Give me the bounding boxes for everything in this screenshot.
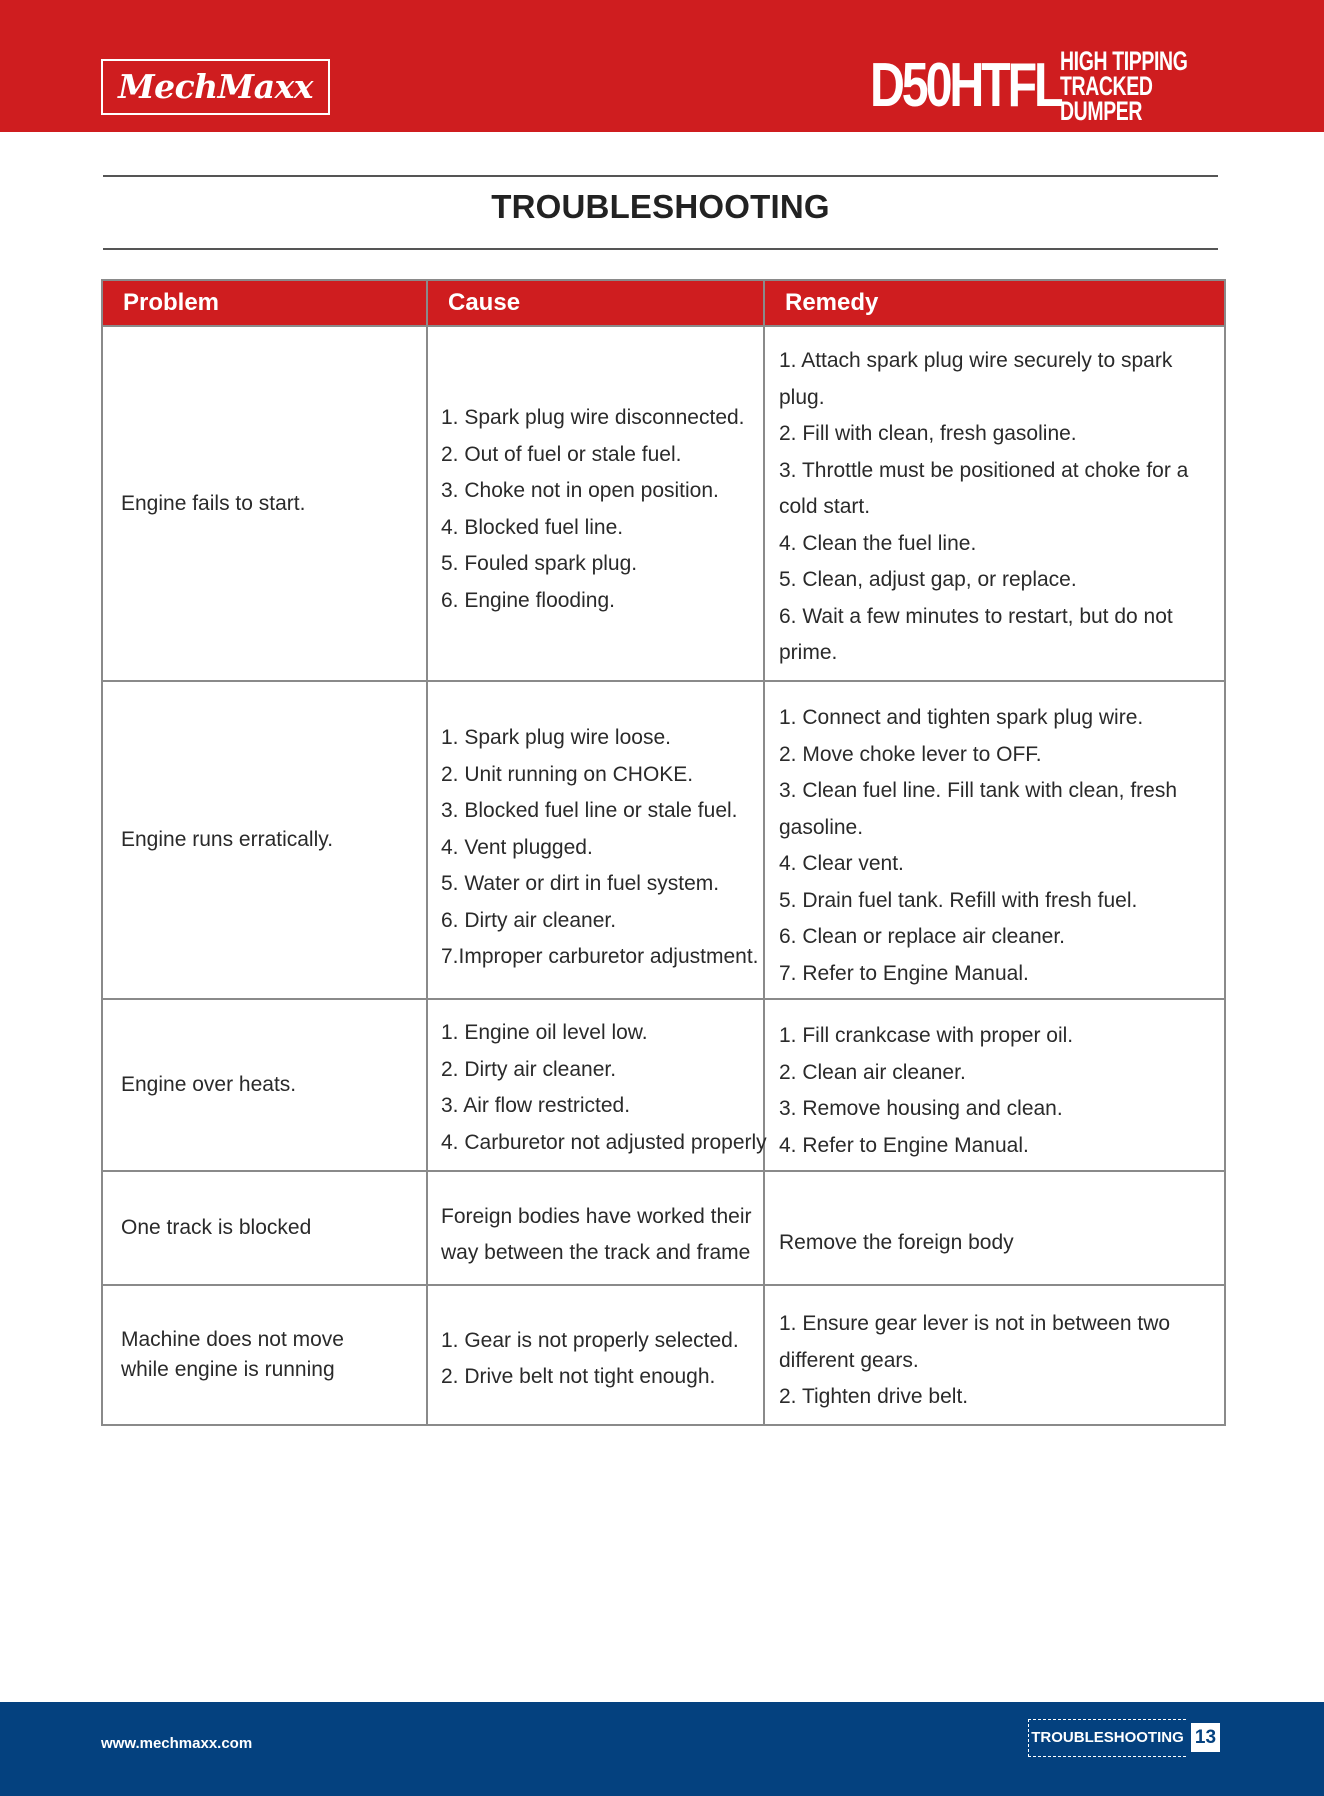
problem-cell [102,1285,427,1425]
remedy-cell-line: 3. Throttle must be positioned at choke for a cold start. [779,458,1189,519]
cause-cell [427,999,767,1171]
cause-cell-line: 2. Unit running on CHOKE. [441,762,694,786]
title-rule-top [103,175,1218,177]
remedy-cell-line: 4. Clean the fuel line. [779,531,977,555]
remedy-cell-line: 4. Clear vent. [779,852,904,875]
problem-cell-line: while engine is running [121,1358,335,1381]
remedy-cell-line: 1. Attach spark plug wire securely to spark plug. [779,349,1173,409]
cause-cell [427,326,764,681]
cause-cell-line: 1. Engine oil level low. [441,1021,648,1044]
cause-cell-line: 1. Spark plug wire disconnected. [441,406,745,429]
table-row [102,999,1225,1171]
website-url: www.mechmaxx.com [101,1735,253,1752]
remedy-cell-line: 6. Wait a few minutes to restart, but do not prime. [779,604,1173,665]
remedy-cell-line: 1. Fill crankcase with proper oil. [779,1024,1074,1047]
cause-cell-line: Foreign bodies have worked their [441,1204,752,1228]
remedy-cell [764,326,1225,681]
remedy-cell-line: 2. Fill with clean, fresh gasoline. [779,422,1077,446]
table-row [102,681,1225,999]
remedy-cell-line: 2. Move choke lever to OFF. [779,742,1042,766]
problem-cell-line: One track is blocked [121,1216,312,1239]
problem-cell-line: Engine over heats. [121,1073,297,1096]
footer-section-label: TROUBLESHOOTING [1028,1719,1186,1757]
remedy-cell-line: 1. Ensure gear lever is not in between two different gears. [779,1312,1171,1372]
column-header-cause: Cause [427,280,764,326]
table-header-row [102,280,1225,326]
cause-cell [427,1285,764,1425]
troubleshooting-table [101,279,1226,1426]
remedy-cell [764,1171,1225,1285]
cause-cell [427,681,764,999]
cause-cell-line: 4. Vent plugged. [441,835,593,859]
remedy-cell-line: Remove the foreign body [779,1230,1014,1254]
problem-cell-line: Machine does not move [121,1328,344,1351]
remedy-cell [764,999,1225,1171]
table-row [102,1285,1225,1425]
column-header-remedy: Remedy [764,280,1225,326]
cause-cell-line: 7.Improper carburetor adjustment. [441,945,759,969]
problem-cell [102,326,427,681]
page-number: 13 [1191,1723,1220,1752]
table-row [102,326,1225,681]
cause-cell-line: 1. Gear is not properly selected. [441,1328,739,1352]
cause-cell-line: 4. Carburetor not adjusted properly [441,1130,767,1154]
page-header [0,0,1324,132]
title-rule-bottom [103,248,1218,250]
remedy-cell-line: 2. Clean air cleaner. [779,1060,966,1084]
model-code: D50HTFL [870,51,1061,120]
model-description [1060,45,1191,126]
cause-cell-line: 1. Spark plug wire loose. [441,726,671,750]
remedy-cell [764,1285,1225,1425]
remedy-cell-line: 2. Tighten drive belt. [779,1385,969,1409]
table-row [102,1171,1225,1285]
remedy-cell-line: 6. Clean or replace air cleaner. [779,925,1065,948]
remedy-cell-line: 1. Connect and tighten spark plug wire. [779,706,1144,729]
column-header-problem: Problem [102,280,427,326]
cause-cell-line: 5. Water or dirt in fuel system. [441,872,720,896]
page-footer [0,1702,1324,1796]
cause-cell-line: 4. Blocked fuel line. [441,515,624,539]
problem-cell [102,681,427,999]
cause-cell [427,1171,764,1285]
cause-cell-line: 2. Out of fuel or stale fuel. [441,442,682,466]
remedy-cell-line: 5. Drain fuel tank. Refill with fresh fuel. [779,888,1138,912]
remedy-cell-line: 5. Clean, adjust gap, or replace. [779,568,1077,592]
remedy-cell-line: 3. Remove housing and clean. [779,1097,1063,1120]
remedy-cell-line: 4. Refer to Engine Manual. [779,1133,1029,1157]
page-title: TROUBLESHOOTING [491,188,830,225]
cause-cell-line: 2. Drive belt not tight enough. [441,1365,716,1388]
remedy-cell-line: 7. Refer to Engine Manual. [779,961,1029,985]
brand-logo: MechMaxx [101,59,330,115]
problem-cell [102,1171,427,1285]
problem-cell-line: Engine fails to start. [121,491,306,515]
cause-cell-line: way between the track and frame [441,1241,751,1264]
remedy-cell-line: 3. Clean fuel line. Fill tank with clean, fresh gasoline. [779,779,1178,839]
cause-cell-line: 3. Air flow restricted. [441,1094,631,1117]
model-desc-line1: HIGH TIPPING [1060,45,1188,76]
model-title [870,45,1242,126]
model-desc-line2: TRACKED DUMPER [1060,70,1153,126]
cause-cell-line: 3. Blocked fuel line or stale fuel. [441,799,738,823]
cause-cell-line: 3. Choke not in open position. [441,479,719,502]
cause-cell-line: 6. Engine flooding. [441,588,615,612]
problem-cell [102,999,427,1171]
cause-cell-line: 2. Dirty air cleaner. [441,1057,617,1081]
problem-cell-line: Engine runs erratically. [121,828,334,851]
cause-cell-line: 6. Dirty air cleaner. [441,908,617,932]
cause-cell-line: 5. Fouled spark plug. [441,552,638,575]
remedy-cell [764,681,1225,999]
